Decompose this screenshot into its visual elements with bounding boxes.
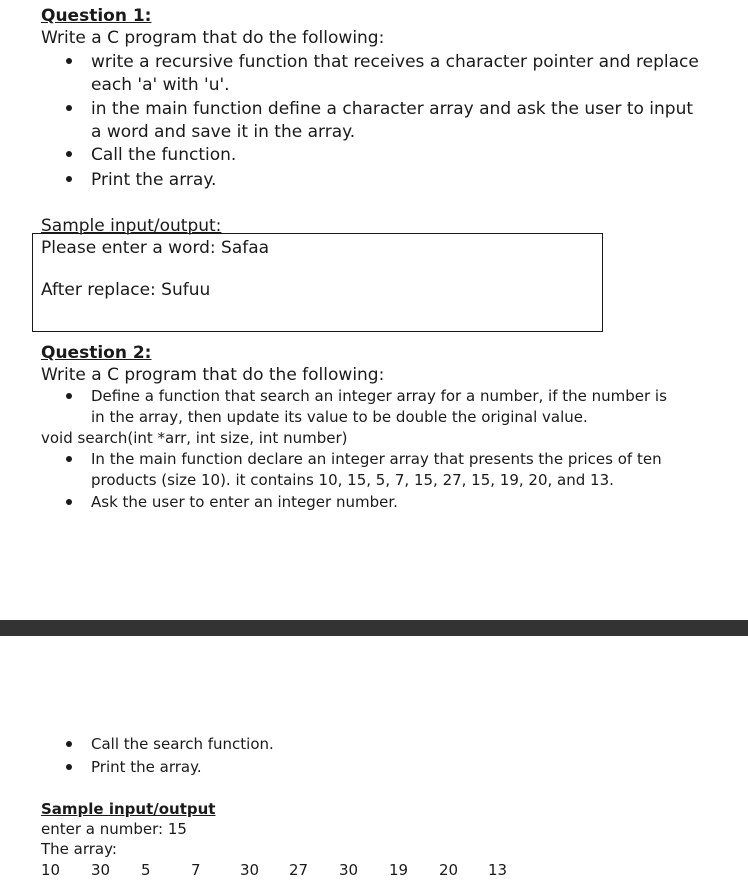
question-1-title: Question 1: xyxy=(41,6,152,26)
q1-bullet-2-line-1: in the main function define a character array and ask the user to input xyxy=(91,99,694,119)
question-2-intro: Write a C program that do the following: xyxy=(41,365,385,385)
q1-bullet-2-line-2: a word and save it in the array. xyxy=(91,122,356,142)
array-value: 10 xyxy=(41,861,61,879)
q2-bullet-2-line-1: In the main function declare an integer array that presents the prices of ten xyxy=(91,450,662,468)
bullet-icon xyxy=(66,58,72,64)
q2-sample-input: enter a number: 15 xyxy=(41,820,187,838)
q1-bullet-3: Call the function. xyxy=(91,145,237,165)
question-2-title: Question 2: xyxy=(41,343,152,363)
bullet-icon xyxy=(66,176,72,182)
bullet-icon xyxy=(66,764,72,770)
bullet-icon xyxy=(66,105,72,111)
array-value: 13 xyxy=(488,861,508,879)
q2-bullet-5: Print the array. xyxy=(91,758,202,776)
array-value: 30 xyxy=(240,861,260,879)
bullet-icon xyxy=(66,151,72,157)
q2-function-prototype: void search(int *arr, int size, int number) xyxy=(41,429,348,447)
q2-sample-label: Sample input/output xyxy=(41,800,216,818)
bullet-icon xyxy=(66,456,72,462)
q2-bullet-4: Call the search function. xyxy=(91,735,274,753)
q1-sample-label: Sample input/output: xyxy=(41,216,222,236)
q1-sample-line-1: Please enter a word: Safaa xyxy=(41,238,270,258)
q2-bullet-1-line-1: Define a function that search an integer array for a number, if the number is xyxy=(91,387,667,405)
question-1-intro: Write a C program that do the following: xyxy=(41,28,385,48)
array-value: 20 xyxy=(439,861,459,879)
q2-bullet-2-line-2: products (size 10). it contains 10, 15, 5, 7, 15, 27, 15, 19, 20, and 13. xyxy=(91,471,614,489)
bullet-icon xyxy=(66,393,72,399)
array-value: 19 xyxy=(389,861,409,879)
q2-bullet-3: Ask the user to enter an integer number. xyxy=(91,493,398,511)
q2-array-label: The array: xyxy=(41,840,117,858)
array-value: 30 xyxy=(91,861,111,879)
bullet-icon xyxy=(66,741,72,747)
array-value: 27 xyxy=(289,861,309,879)
page-break-divider xyxy=(0,620,748,636)
bullet-icon xyxy=(66,499,72,505)
array-value: 30 xyxy=(339,861,359,879)
q1-bullet-1-line-1: write a recursive function that receives a character pointer and replace xyxy=(91,52,699,72)
array-value: 5 xyxy=(141,861,151,879)
q2-bullet-1-line-2: in the array, then update its value to be double the original value. xyxy=(91,408,588,426)
q1-bullet-1-line-2: each 'a' with 'u'. xyxy=(91,75,230,95)
q1-bullet-4: Print the array. xyxy=(91,170,217,190)
array-value: 7 xyxy=(191,861,201,879)
q1-sample-line-2: After replace: Sufuu xyxy=(41,280,211,300)
